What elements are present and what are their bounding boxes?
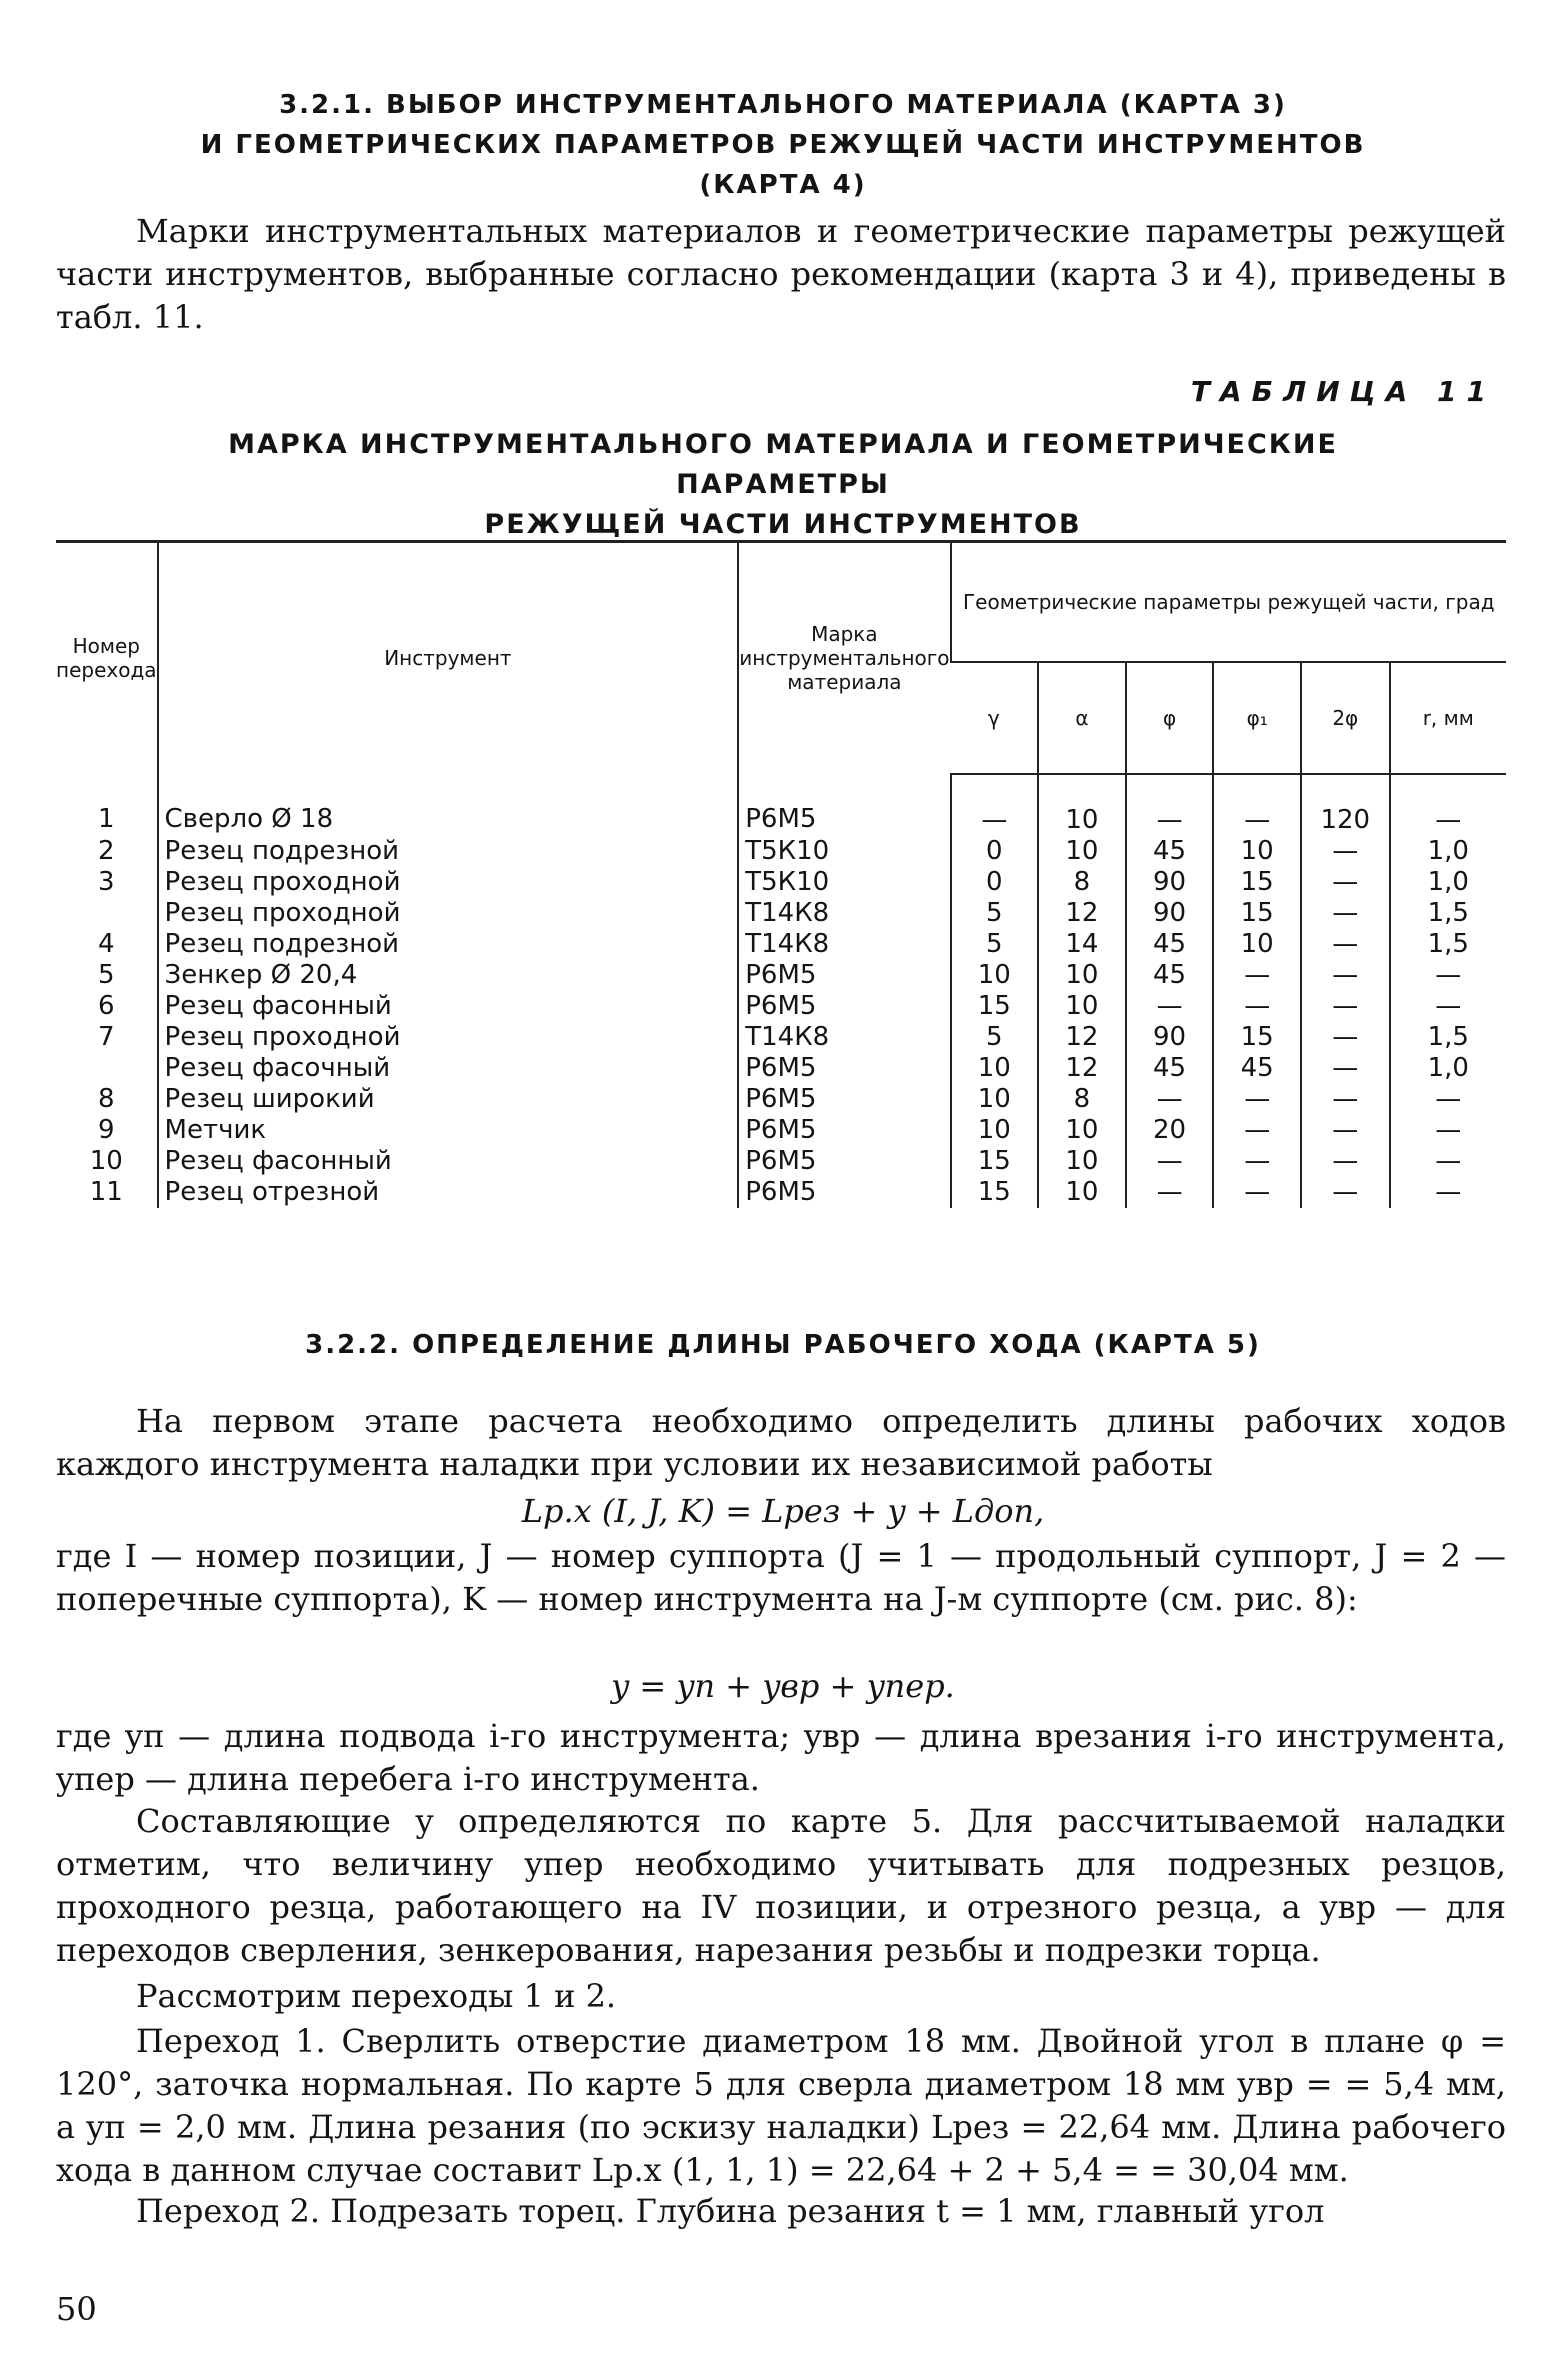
cell-geometry: 90 xyxy=(1126,898,1214,929)
table-row xyxy=(56,1084,1506,1115)
cell-tool: Резец проходной xyxy=(158,867,739,898)
paragraph-3: где yп — длина подвода i-го инструмента; yвр — длина врезания i-го инструмента, yпер — длина перебега i-го инструмента. xyxy=(56,1717,1506,1798)
cell-tool: Зенкер Ø 20,4 xyxy=(158,960,739,991)
cell-geometry: — xyxy=(1126,1084,1214,1115)
cell-geometry: — xyxy=(1390,991,1506,1022)
cell-geometry: 8 xyxy=(1038,867,1126,898)
col-header-gamma: γ xyxy=(951,662,1039,774)
table-row xyxy=(56,991,1506,1022)
cell-geometry: 12 xyxy=(1038,1022,1126,1053)
cell-geometry: — xyxy=(1301,1177,1390,1208)
cell-geometry: — xyxy=(1213,1115,1301,1146)
cell-tool: Резец проходной xyxy=(158,1022,739,1053)
cell-geometry: 15 xyxy=(1213,898,1301,929)
col-header-phi: φ xyxy=(1126,662,1214,774)
cell-geometry: 120 xyxy=(1301,774,1390,836)
cell-geometry: — xyxy=(1301,929,1390,960)
cell-geometry: 45 xyxy=(1126,960,1214,991)
cell-geometry: 15 xyxy=(951,1146,1039,1177)
cell-number: 7 xyxy=(97,1021,115,1052)
cell-material: Т5К10 xyxy=(738,867,950,898)
cell-number: 5 xyxy=(97,959,115,990)
section-heading-321 xyxy=(150,85,1416,205)
cell-number xyxy=(56,1053,158,1084)
cell-material: Т14К8 xyxy=(738,929,950,960)
formula-y: y = yп + yвр + yпер. xyxy=(611,1667,955,1705)
cell-geometry: 1,0 xyxy=(1390,1053,1506,1084)
cell-geometry: 5 xyxy=(951,898,1039,929)
cell-geometry: 15 xyxy=(1213,867,1301,898)
cell-tool: Резец широкий xyxy=(158,1084,739,1115)
cell-geometry: 20 xyxy=(1126,1115,1214,1146)
cell-tool: Метчик xyxy=(158,1115,739,1146)
table-row xyxy=(56,1053,1506,1084)
cell-number: 9 xyxy=(97,1114,115,1145)
cell-geometry: 90 xyxy=(1126,1022,1214,1053)
cell-geometry: — xyxy=(1213,774,1301,836)
cell-geometry: 5 xyxy=(951,929,1039,960)
section-heading-322: 3.2.2. ОПРЕДЕЛЕНИЕ ДЛИНЫ РАБОЧЕГО ХОДА (КАРТА 5) xyxy=(305,1330,1261,1360)
cell-geometry: 10 xyxy=(1038,836,1126,867)
cell-tool: Резец подрезной xyxy=(158,929,739,960)
cell-geometry: 10 xyxy=(951,1053,1039,1084)
cell-geometry: 0 xyxy=(951,836,1039,867)
cell-geometry: 10 xyxy=(1213,929,1301,960)
table-row xyxy=(56,1022,1506,1053)
paragraph-7: Переход 2. Подрезать торец. Глубина резания t = 1 мм, главный угол xyxy=(136,2192,1325,2230)
cell-geometry: 1,0 xyxy=(1390,867,1506,898)
cell-geometry: — xyxy=(1213,1084,1301,1115)
cell-geometry: 10 xyxy=(1038,991,1126,1022)
paragraph-5: Рассмотрим переходы 1 и 2. xyxy=(136,1977,617,2015)
table-row xyxy=(56,774,1506,836)
cell-tool: Резец отрезной xyxy=(158,1177,739,1208)
cell-geometry: — xyxy=(1301,1084,1390,1115)
cell-geometry: — xyxy=(1213,1177,1301,1208)
cell-geometry: — xyxy=(1301,960,1390,991)
cell-geometry: — xyxy=(1126,1146,1214,1177)
table-title-line: МАРКА ИНСТРУМЕНТАЛЬНОГО МАТЕРИАЛА И ГЕОМЕТРИЧЕСКИЕ ПАРАМЕТРЫ xyxy=(228,429,1338,500)
col-header-number: Номер перехода xyxy=(56,542,158,774)
paragraph-1: На первом этапе расчета необходимо определить длины рабочих ходов каждого инструмента наладки при условии их независимой работы xyxy=(56,1402,1506,1483)
cell-tool: Резец подрезной xyxy=(158,836,739,867)
cell-geometry: 8 xyxy=(1038,1084,1126,1115)
table-title-line: РЕЖУЩЕЙ ЧАСТИ ИНСТРУМЕНТОВ xyxy=(484,509,1082,540)
section-heading-line: 3.2.1. ВЫБОР ИНСТРУМЕНТАЛЬНОГО МАТЕРИАЛА (КАРТА 3) xyxy=(279,90,1287,120)
cell-material: Р6М5 xyxy=(738,1146,950,1177)
col-header-material: Марка инструментального материала xyxy=(738,542,950,774)
cell-geometry: 10 xyxy=(951,960,1039,991)
cell-geometry: 10 xyxy=(951,1084,1039,1115)
paragraph-2: где I — номер позиции, J — номер суппорта (J = 1 — продольный суппорт, J = 2 — поперечные суппорта), K — номер инструмента на J-м суппорте (см. рис. 8): xyxy=(56,1537,1506,1618)
cell-geometry: — xyxy=(1390,1146,1506,1177)
cell-geometry: 10 xyxy=(951,1115,1039,1146)
table-11 xyxy=(56,540,1506,1208)
cell-number: 6 xyxy=(97,990,115,1021)
table-row xyxy=(56,1146,1506,1177)
cell-geometry: — xyxy=(1126,774,1214,836)
formula-work-stroke: Lр.х (I, J, K) = Lрез + y + Lдоп, xyxy=(521,1492,1045,1530)
cell-geometry: 90 xyxy=(1126,867,1214,898)
table-row xyxy=(56,929,1506,960)
cell-number: 2 xyxy=(97,835,115,866)
cell-geometry: 1,5 xyxy=(1390,1022,1506,1053)
cell-geometry: — xyxy=(1301,1146,1390,1177)
col-header-tool: Инструмент xyxy=(158,542,739,774)
cell-tool: Сверло Ø 18 xyxy=(158,774,739,836)
cell-geometry: 1,0 xyxy=(1390,836,1506,867)
table-row xyxy=(56,898,1506,929)
cell-number: 8 xyxy=(97,1083,115,1114)
cell-geometry: 12 xyxy=(1038,1053,1126,1084)
cell-geometry: — xyxy=(1301,867,1390,898)
table-row xyxy=(56,960,1506,991)
cell-material: Р6М5 xyxy=(738,1084,950,1115)
table-body xyxy=(56,774,1506,1208)
col-header-phi1: φ₁ xyxy=(1213,662,1301,774)
cell-geometry: 45 xyxy=(1126,1053,1214,1084)
cell-geometry: 45 xyxy=(1213,1053,1301,1084)
cell-geometry: 10 xyxy=(1038,1177,1126,1208)
cell-material: Р6М5 xyxy=(738,1115,950,1146)
cell-geometry: 15 xyxy=(1213,1022,1301,1053)
table-row xyxy=(56,1115,1506,1146)
cell-geometry: 10 xyxy=(1213,836,1301,867)
cell-tool: Резец проходной xyxy=(158,898,739,929)
cell-geometry: 45 xyxy=(1126,836,1214,867)
cell-geometry: — xyxy=(1390,1115,1506,1146)
col-header-2phi: 2φ xyxy=(1301,662,1390,774)
cell-geometry: 10 xyxy=(1038,1115,1126,1146)
table-title xyxy=(150,425,1416,545)
table-row xyxy=(56,836,1506,867)
cell-geometry: 5 xyxy=(951,1022,1039,1053)
cell-material: Р6М5 xyxy=(738,991,950,1022)
cell-geometry: 1,5 xyxy=(1390,898,1506,929)
cell-geometry: 15 xyxy=(951,991,1039,1022)
cell-geometry: — xyxy=(1390,1177,1506,1208)
cell-tool: Резец фасочный xyxy=(158,1053,739,1084)
cell-geometry: — xyxy=(1301,1053,1390,1084)
cell-geometry: — xyxy=(1390,960,1506,991)
cell-number: 10 xyxy=(89,1145,123,1176)
cell-geometry: 10 xyxy=(1038,1146,1126,1177)
paragraph-6: Переход 1. Сверлить отверстие диаметром 18 мм. Двойной угол в плане φ = 120°, заточка нормальная. По карте 5 для сверла диаметром 18 мм yвр = = 5,4 мм, а yп = 2,0 мм. Длина резания (по эскизу наладки) Lрез = 22,64 мм. Длина рабочего хода в данном случае составит Lр.х (1, 1, 1) = 22,64 + 2 + 5,4 = = 30,04 мм. xyxy=(56,2022,1506,2189)
cell-material: Р6М5 xyxy=(738,1053,950,1084)
col-header-geometry: Геометрические параметры режущей части, град xyxy=(951,542,1507,662)
cell-tool: Резец фасонный xyxy=(158,991,739,1022)
cell-geometry: — xyxy=(1390,774,1506,836)
cell-number: 4 xyxy=(97,928,115,959)
cell-geometry: 14 xyxy=(1038,929,1126,960)
col-header-radius: r, мм xyxy=(1390,662,1506,774)
cell-geometry: 45 xyxy=(1126,929,1214,960)
table-label: ТАБЛИЦА 11 xyxy=(1190,375,1496,408)
cell-geometry: 12 xyxy=(1038,898,1126,929)
cell-geometry: — xyxy=(1301,836,1390,867)
table-row xyxy=(56,867,1506,898)
cell-geometry: 10 xyxy=(1038,774,1126,836)
table-row xyxy=(56,1177,1506,1208)
cell-material: Р6М5 xyxy=(738,774,950,836)
cell-material: Т5К10 xyxy=(738,836,950,867)
cell-number: 3 xyxy=(97,866,115,897)
section-heading-line: И ГЕОМЕТРИЧЕСКИХ ПАРАМЕТРОВ РЕЖУЩЕЙ ЧАСТИ ИНСТРУМЕНТОВ xyxy=(200,130,1366,160)
cell-geometry: — xyxy=(1301,1022,1390,1053)
cell-geometry: 0 xyxy=(951,867,1039,898)
intro-paragraph: Марки инструментальных материалов и геометрические параметры режущей части инструментов, выбранные согласно рекомендации (карта 3 и 4), приведены в табл. 11. xyxy=(56,212,1506,336)
cell-number: 1 xyxy=(97,804,115,834)
paragraph-4: Составляющие y определяются по карте 5. Для рассчитываемой наладки отметим, что величину yпер необходимо учитывать для подрезных резцов, проходного резца, работающего на IV позиции, и отрезного резца, а yвр — для переходов сверления, зенкерования, нарезания резьбы и подрезки торца. xyxy=(56,1802,1506,1969)
cell-geometry: — xyxy=(1213,960,1301,991)
section-heading-line: (КАРТА 4) xyxy=(699,170,867,200)
cell-material: Р6М5 xyxy=(738,1177,950,1208)
cell-geometry: — xyxy=(1126,1177,1214,1208)
cell-geometry: — xyxy=(1301,991,1390,1022)
cell-geometry: — xyxy=(1301,898,1390,929)
cell-geometry: — xyxy=(1390,1084,1506,1115)
cell-material: Р6М5 xyxy=(738,960,950,991)
cell-geometry: 15 xyxy=(951,1177,1039,1208)
cell-number xyxy=(56,898,158,929)
cell-geometry: 10 xyxy=(1038,960,1126,991)
cell-geometry: — xyxy=(1301,1115,1390,1146)
cell-number: 11 xyxy=(89,1176,123,1207)
col-header-alpha: α xyxy=(1038,662,1126,774)
cell-geometry: 1,5 xyxy=(1390,929,1506,960)
cell-geometry: — xyxy=(1126,991,1214,1022)
cell-geometry: — xyxy=(951,774,1039,836)
cell-tool: Резец фасонный xyxy=(158,1146,739,1177)
cell-geometry: — xyxy=(1213,1146,1301,1177)
cell-material: Т14К8 xyxy=(738,1022,950,1053)
page-number: 50 xyxy=(56,2290,97,2328)
cell-material: Т14К8 xyxy=(738,898,950,929)
cell-geometry: — xyxy=(1213,991,1301,1022)
